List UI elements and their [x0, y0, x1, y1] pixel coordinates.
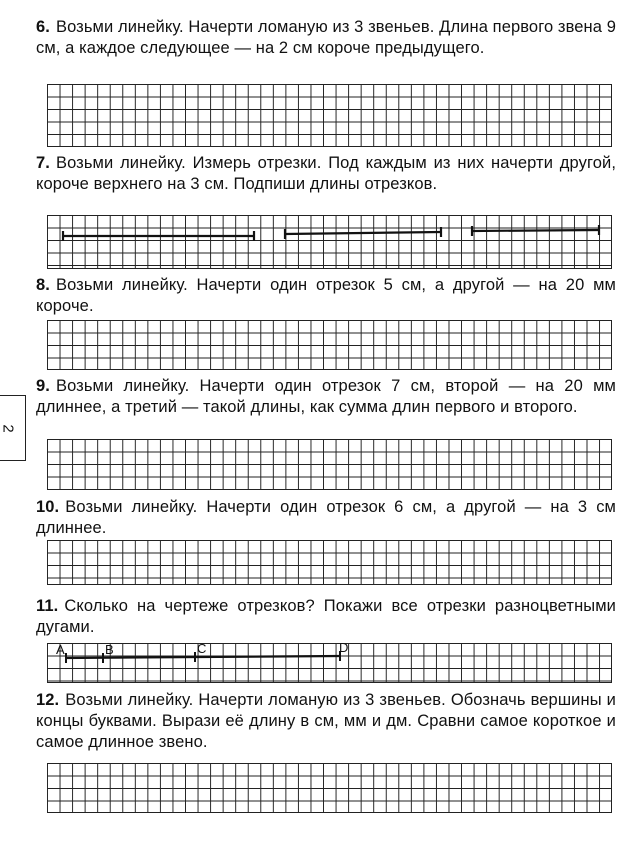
segment-3 [472, 230, 599, 231]
point-b-label: B [105, 642, 114, 657]
task-number: 12. [36, 691, 60, 709]
task-7-segments [63, 225, 599, 241]
task-text: Возьми линейку. Начерти один отрезок 5 см, а другой — на 20 мм короче. [36, 276, 616, 315]
task-number: 6. [36, 18, 50, 36]
point-d-label: D [339, 640, 349, 655]
point-c-label: C [197, 641, 207, 656]
task-11-segment [56, 640, 348, 663]
task-number: 11. [36, 597, 59, 615]
task-text: Возьми линейку. Начерти ломаную из 3 звеньев. Обозначь вершины и концы буквами. Вырази её длину в см, мм и дм. Сравни самое короткое и самое длинное звено. [36, 691, 616, 751]
segment-2 [285, 232, 441, 234]
task-number: 7. [36, 154, 50, 172]
task-text: Возьми линейку. Начерти один отрезок 6 см, а другой — на 3 см длиннее. [36, 498, 616, 537]
task-text: Возьми линейку. Начерти один отрезок 7 см, второй — на 20 мм длиннее, а третий — такой длины, как сумма длин первого и второго. [36, 377, 616, 416]
task-number: 8. [36, 276, 50, 294]
point-a-label: A [56, 642, 65, 657]
page-number: 2 [0, 424, 17, 433]
task-text: Возьми линейку. Начерти ломаную из 3 звеньев. Длина первого звена 9 см, а каждое следующее — на 2 см короче предыдущего. [36, 18, 616, 57]
task-text: Сколько на чертеже отрезков? Покажи все отрезки разноцветными дугами. [36, 597, 616, 636]
task-number: 9. [36, 377, 50, 395]
task-text: Возьми линейку. Измерь отрезки. Под каждым из них начерти другой, короче верхнего на 3 см. Подпиши длины отрезков. [36, 154, 616, 193]
task-number: 10. [36, 498, 60, 516]
